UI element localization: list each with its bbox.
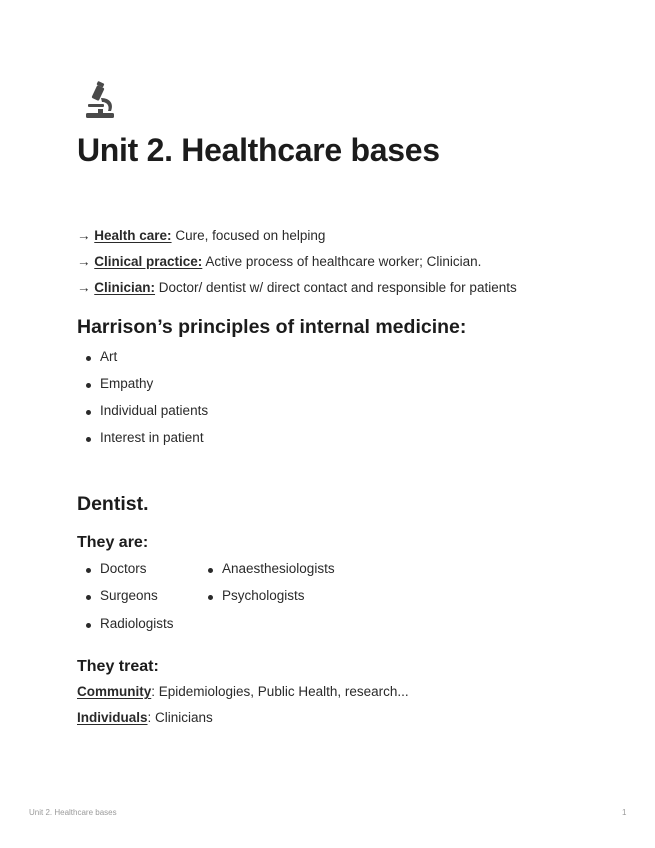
treat-term: Individuals bbox=[77, 710, 148, 725]
they-are-heading: They are: bbox=[77, 534, 149, 551]
definition-term: Clinical practice: bbox=[94, 254, 203, 269]
definition-health-care bbox=[77, 228, 325, 243]
list-item: Surgeons bbox=[100, 588, 158, 603]
definition-text: Cure, focused on helping bbox=[171, 228, 326, 243]
harrison-heading: Harrison’s principles of internal medicine: bbox=[77, 316, 467, 338]
page-title: Unit 2. Healthcare bases bbox=[77, 132, 440, 168]
list-item: Interest in patient bbox=[100, 430, 204, 445]
treat-term: Community bbox=[77, 684, 152, 699]
arrow-icon: → bbox=[77, 280, 91, 295]
list-item: Psychologists bbox=[222, 588, 305, 603]
they-treat-heading: They treat: bbox=[77, 658, 159, 675]
list-item: Doctors bbox=[100, 561, 147, 576]
list-item: Art bbox=[100, 349, 118, 364]
treat-row-individuals bbox=[77, 710, 213, 725]
treat-text: : Clinicians bbox=[147, 710, 213, 725]
definition-text: Doctor/ dentist w/ direct contact and responsible for patients bbox=[155, 280, 517, 295]
list-item: Radiologists bbox=[100, 616, 174, 631]
definition-clinical-practice bbox=[77, 254, 481, 269]
definition-term: Clinician: bbox=[94, 280, 156, 295]
arrow-icon: → bbox=[77, 254, 91, 269]
definition-term: Health care: bbox=[94, 228, 172, 243]
definition-clinician bbox=[77, 280, 517, 295]
list-item: Individual patients bbox=[100, 403, 209, 418]
treat-row-community bbox=[77, 684, 409, 699]
dentist-heading: Dentist. bbox=[77, 493, 149, 515]
list-item: Anaesthesiologists bbox=[222, 561, 335, 576]
treat-text: : Epidemiologies, Public Health, research... bbox=[151, 684, 409, 699]
list-item: Empathy bbox=[100, 376, 154, 391]
arrow-icon: → bbox=[77, 228, 91, 243]
page-number: 1 bbox=[622, 808, 627, 817]
definition-text: Active process of healthcare worker; Clinician. bbox=[202, 254, 482, 269]
microscope-icon bbox=[84, 80, 118, 120]
footer-title: Unit 2. Healthcare bases bbox=[29, 808, 117, 817]
